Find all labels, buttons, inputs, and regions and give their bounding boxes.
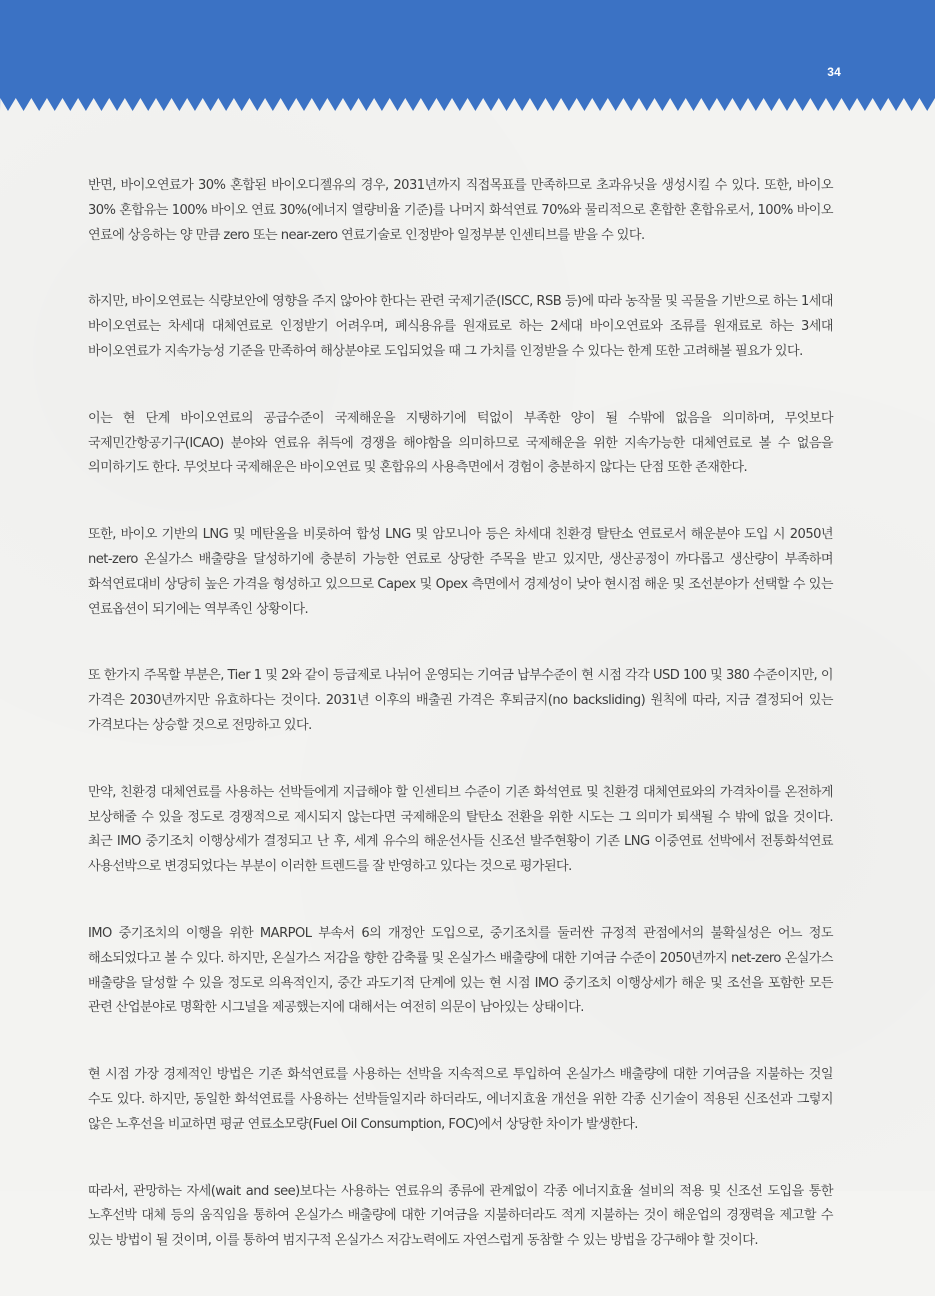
paragraph-9: 따라서, 관망하는 자세(wait and see)보다는 사용하는 연료유의 종류에 관계없이 각종 에너지효율 설비의 적용 및 신조선 도입을 통한 노후선박 대체 등의 움직임을 통하여 온실가스 배출량에 대한 기여금을 지불하더라도 적게 지불하는 것이 해운업의 경쟁력을 제고할 수 있는 방법이 될 것이며, 이를 통하여 범지구적 온실가스 저감노력에도 자연스럽게 동참할 수 있는 방법을 강구해야 할 것이다. (88, 1183, 833, 1249)
paragraph-2: 하지만, 바이오연료는 식량보안에 영향을 주지 않아야 한다는 관련 국제기준(ISCC, RSB 등)에 따라 농작물 및 곡물을 기반으로 하는 1세대 바이오연료는 차세대 대체연료로 인정받기 어려우며, 폐식용유를 원재료로 하는 2세대 바이오연료와 조류를 원재료로 하는 3세대 바이오연료가 지속가능성 기준을 만족하여 해상분야로 도입되었을 때 그 가치를 인정받을 수 있다는 한계 또한 고려해볼 필요가 있다. (88, 294, 833, 359)
paragraph-3: 이는 현 단계 바이오연료의 공급수준이 국제해운을 지탱하기에 턱없이 부족한 양이 될 수밖에 없음을 의미하며, 무엇보다 국제민간항공기구(ICAO) 분야와 연료유 취득에 경쟁을 해야함을 의미하므로 국제해운을 위한 지속가능한 대체연료로 볼 수 없음을 의미하기도 한다. 무엇보다 국제해운은 바이오연료 및 혼합유의 사용측면에서 경험이 충분하지 않다는 단점 또한 존재한다. (88, 410, 834, 476)
page-number: 34 (827, 65, 841, 79)
paragraph-8: 현 시점 가장 경제적인 방법은 기존 화석연료를 사용하는 선박을 지속적으로 투입하여 온실가스 배출량에 대한 기여금을 지불하는 것일 수도 있다. 하지만, 동일한 화석연료를 사용하는 선박들일지라 하더라도, 에너지효율 개선을 위한 각종 신기술이 적용된 신조선과 그렇지 않은 노후선을 비교하면 평균 연료소모량(Fuel Oil Consumption, FOC)에서 상당한 차이가 발생한다. (88, 1067, 833, 1132)
header-band (0, 0, 935, 112)
paragraph-1: 반면, 바이오연료가 30% 혼합된 바이오디젤유의 경우, 2031년까지 직접목표를 만족하므로 초과유닛을 생성시킬 수 있다. 또한, 바이오 30% 혼합유는 100% 바이오 연료 30%(에너지 열량비율 기준)를 나머지 화석연료 70%와 물리적으로 혼합한 혼합유로서, 100% 바이오 연료에 상응하는 양 만큼 zero 또는 near-zero 연료기술로 인정받아 일정부분 인센티브를 받을 수 있다. (88, 178, 833, 243)
zigzag-header-shape (0, 0, 935, 112)
document-body (88, 174, 833, 1296)
paragraph-7: IMO 중기조치의 이행을 위한 MARPOL 부속서 6의 개정안 도입으로, 중기조치를 둘러싼 규정적 관점에서의 불확실성은 어느 정도 해소되었다고 볼 수 있다. 하지만, 온실가스 저감을 향한 감축률 및 온실가스 배출량에 대한 기여금 수준이 2050년까지 net-zero 온실가스 배출량을 달성할 수 있을 정도로 의욕적인지, 중간 과도기적 단계에 있는 현 시점 IMO 중기조치 이행상세가 해운 및 조선을 포함한 모든 관련 산업분야로 명확한 시그널을 제공했는지에 대해서는 여전히 의문이 남아있는 상태이다. (88, 925, 833, 1016)
paragraph-5: 또 한가지 주목할 부분은, Tier 1 및 2와 같이 등급제로 나뉘어 운영되는 기여금 납부수준이 현 시점 각각 USD 100 및 380 수준이지만, 이 가격은 2030년까지만 유효하다는 것이다. 2031년 이후의 배출권 가격은 후퇴금지(no backsliding) 원칙에 따라, 지금 결정되어 있는 가격보다는 상승할 것으로 전망하고 있다. (88, 668, 833, 733)
paragraph-4: 또한, 바이오 기반의 LNG 및 메탄올을 비롯하여 합성 LNG 및 암모니아 등은 차세대 친환경 탈탄소 연료로서 해운분야 도입 시 2050년 net-zero 온실가스 배출량을 달성하기에 충분히 가능한 연료로 상당한 주목을 받고 있지만, 생산공정이 까다롭고 생산량이 부족하며 화석연료대비 상당히 높은 가격을 형성하고 있으므로 Capex 및 Opex 측면에서 경제성이 낮아 현시점 해운 및 조선분야가 선택할 수 있는 연료옵션이 되기에는 역부족인 상황이다. (88, 527, 833, 617)
paragraph-6: 만약, 친환경 대체연료를 사용하는 선박들에게 지급해야 할 인센티브 수준이 기존 화석연료 및 친환경 대체연료와의 가격차이를 온전하게 보상해줄 수 있을 정도로 경쟁적으로 제시되지 않는다면 국제해운의 탈탄소 전환을 위한 시도는 그 의미가 퇴색될 수 밖에 없을 것이다. 최근 IMO 중기조치 이행상세가 결정되고 난 후, 세계 유수의 해운선사들 신조선 발주현황이 기존 LNG 이중연료 선박에서 전통화석연료 사용선박으로 변경되었다는 부분이 이러한 트렌드를 잘 반영하고 있다는 것으로 평가된다. (88, 784, 833, 875)
